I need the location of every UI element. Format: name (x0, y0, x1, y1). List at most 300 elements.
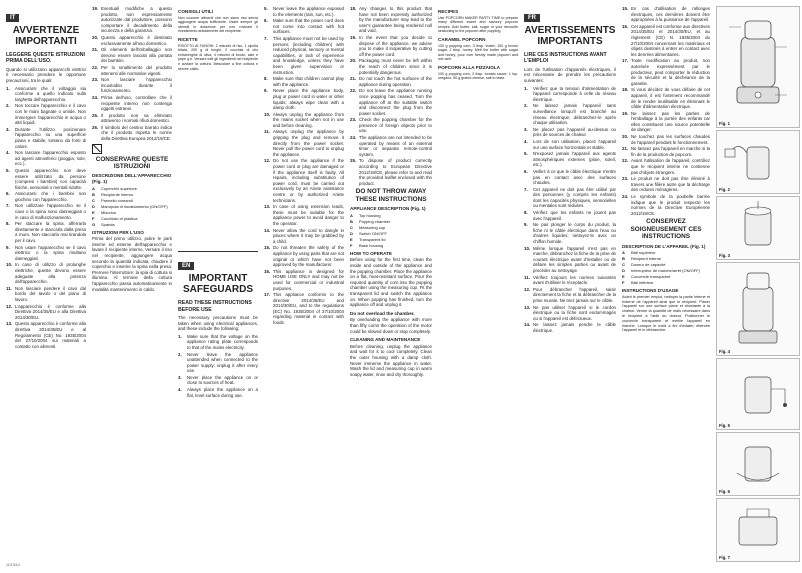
item-number: 5. (524, 151, 528, 157)
part-label: Bâti inférieur (631, 280, 654, 286)
item-text: Do not touch the hot surfaces of the appliance during operation. (359, 76, 432, 87)
part-key: C (350, 224, 353, 230)
item-number: 12. (6, 303, 13, 309)
it-clean-heading: CONSIGLI UTILI (178, 9, 213, 14)
figure-6 (716, 432, 800, 496)
list-item (6, 262, 86, 284)
item-text: Ne touchez pas les surfaces chaudes de l'appareil pendant le fonctionnement. (631, 134, 710, 145)
item-number: 6. (6, 191, 10, 197)
list-item (264, 269, 344, 291)
it-recipes-heading: RICETTE (178, 36, 198, 42)
part-key: A (92, 185, 95, 191)
it-use-heading: ISTRUZIONI PER L'USO (92, 229, 144, 235)
item-text: Prima dell'uso, controllare che il recipiente interno non contenga oggetti estranei. (101, 94, 172, 112)
list-item (264, 76, 344, 87)
item-number: 9. (524, 222, 528, 228)
en-intro: The necessary precautions must be taken when using electrical appliances, and these include the following: (178, 314, 258, 332)
list-item (350, 6, 432, 34)
item-text: Per lo smaltimento del prodotto attenersi alle normative vigenti. (101, 64, 172, 76)
item-number: 25. (350, 158, 357, 164)
item-text: Non lasciare pendere il cavo dal bordo del tavolo o del piano di lavoro. (15, 285, 86, 302)
part-label: Interrupteur de marche/arrêt (ON/OFF) (631, 268, 700, 274)
figure-6-label: Fig. 6 (719, 489, 730, 494)
item-text: Ne pas plonger le corps du produit, la fiche ni le câble électrique dans l'eau ou d'autres liquides; nettoyez-le avec un chiffon humide. (533, 222, 616, 245)
item-number: 13. (524, 304, 531, 310)
list-item (622, 146, 710, 157)
item-text: Veillez à ce que le câble électrique n'entre pas en contact avec des surfaces chaudes. (533, 168, 616, 186)
part-label: Cucchiaio di plastica (101, 215, 138, 221)
part-item (622, 268, 710, 273)
item-number: 3. (6, 126, 10, 132)
list-item (264, 245, 344, 267)
part-item (92, 222, 172, 227)
it-keep-heading: CONSERVARE QUESTE ISTRUZIONI (95, 155, 169, 171)
fr-keep-heading: CONSERVEZ SOIGNEUSEMENT CES INSTRUCTIONS (630, 218, 702, 241)
item-number: 26. (92, 124, 99, 130)
list-item (622, 24, 710, 58)
list-item (92, 35, 172, 46)
item-text: Pour débrancher l'appareil, saisir directement la fiche et la débrancher de la prise murale. Ne tirez jamais sur le câble. (533, 286, 616, 303)
it-clean-text: Non cuocere alimenti che non siano riso senza aggiungere acqua sufficiente. Usare sempre gli utensili in dotazione per non rovinare il rivestimento antiaderente del recipiente. (178, 15, 258, 34)
item-number: 20. (350, 58, 357, 64)
item-text: This appliance must not be used by persons (including children) with reduced physical, sensory or mental capabilities, or lack of experience and knowledge, unless they have been given supervision or instruction. (273, 35, 344, 75)
figure-3-label: Fig. 3 (719, 253, 730, 258)
item-number: 8. (264, 76, 268, 82)
list-item (622, 111, 710, 133)
en-keep-heading: DO NOT THROW AWAY THESE INSTRUCTIONS (355, 188, 427, 203)
list-item (6, 150, 86, 167)
part-key: E (350, 236, 353, 242)
part-label: Coperchio superiore (101, 185, 138, 191)
language-tab-fr: FR (524, 14, 540, 22)
item-number: 5. (6, 167, 10, 173)
en-warnings-list-a (178, 334, 258, 399)
part-label: Recipiente interno (101, 191, 134, 197)
list-item (524, 151, 616, 168)
column-french-2 (622, 6, 710, 562)
part-label: Doseur de capacité (631, 262, 666, 268)
list-item (350, 88, 432, 116)
list-item (92, 125, 172, 142)
item-number: 22. (350, 88, 357, 94)
item-text: Packaging must never be left within the reach of children since it is potentially dangerous. (359, 58, 432, 75)
part-item (92, 210, 172, 215)
item-number: 4. (178, 387, 182, 393)
item-number: 7. (6, 203, 10, 209)
en-desc-heading: APPLIANCE DESCRIPTION (Fig. 1) (350, 206, 426, 212)
item-text: Do not threaten the safety of the appliance by using parts that are not original or which have not been approved by the manufacturer. (273, 245, 344, 268)
item-number: 2. (6, 103, 10, 109)
item-number: 6. (524, 168, 528, 174)
list-item (524, 103, 616, 125)
item-text: Never place the appliance body, plug or power cord in water or other liquids; always wipe clean with a damp cloth. (273, 88, 344, 111)
part-item (350, 243, 432, 248)
list-item (92, 65, 172, 76)
item-text: L'apparecchio è conforme alla Direttiva 2014/35/EU e alla Direttiva 2014/30/EU. (15, 303, 86, 320)
list-item (524, 322, 616, 333)
column-english-1 (264, 6, 344, 562)
fr-desc-heading: DESCRIPTION DE L'APPAREIL (Fig. 1) (622, 243, 706, 249)
item-text: Never leave the appliance exposed to the elements (rain, sun, etc.). (273, 6, 344, 17)
list-item (6, 304, 86, 321)
part-key: F (350, 242, 353, 248)
part-label: Couvercle transparent (631, 274, 671, 280)
item-number: 11. (6, 285, 12, 291)
figure-7-label: Fig. 7 (719, 555, 730, 560)
it-title: AVVERTENZE IMPORTANTI (12, 25, 80, 47)
column-italian-3 (178, 6, 258, 562)
item-number: 3. (524, 126, 528, 132)
list-item (6, 103, 86, 125)
item-text: Non usare l'apparecchio se il cavo elettrico o la spina risultano danneggiati. (15, 244, 86, 261)
list-item (350, 58, 432, 75)
item-text: Lors de son utilisation, placez l'appareil sur une surface horizontale et stable. (533, 138, 616, 150)
item-text: Always unplug the appliance from the mains socket when not in use and before cleaning. (273, 111, 344, 128)
part-item (350, 219, 432, 224)
figure-4 (716, 262, 800, 356)
list-item (524, 139, 616, 150)
list-item (622, 158, 710, 175)
part-key: B (350, 218, 353, 224)
item-number: 9. (6, 244, 10, 250)
item-text: In case of using extension leads, these must be suitable for the appliance power to avoid danger to the operator. (273, 204, 344, 226)
item-number: 19. (350, 34, 357, 40)
item-text: Any changes to this product that have not been expressly authorized by the manufacturer may lead to the user's guarantee being rendered null and void. (359, 6, 432, 34)
list-item (264, 204, 344, 226)
column-italian-2 (92, 6, 172, 562)
part-key: C (622, 262, 625, 268)
figure-7 (716, 498, 800, 562)
fr-title: AVERTISSEMENTS IMPORTANTS (524, 25, 616, 47)
item-number: 5. (264, 6, 268, 11)
item-text: Non toccare l'apparecchio e il cavo con le mani bagnate o umide. Non immergere l'apparecchio in acqua o altri liquidi. (15, 103, 86, 126)
item-text: Always place the appliance on a flat, level surface during use. (187, 387, 258, 398)
figure-5-label: Fig. 5 (719, 423, 730, 428)
item-number: 18. (350, 6, 357, 11)
list-item (622, 134, 710, 145)
item-number: 12. (524, 286, 531, 292)
item-text: Ne laissez jamais l'appareil sans surveillance lorsqu'il est branché au réseau électrique; débranchez-le après chaque utilisation. (533, 103, 616, 126)
item-number: 18. (622, 87, 629, 93)
item-text: Eventuali modifiche a questo prodotto, non espressamente autorizzate dal produttore, possono comportare il decadimento della sicurezza e della garanzia. (101, 6, 172, 34)
item-text: Questo apparecchio è destinato esclusivamente all'uso domestico. (101, 34, 172, 46)
list-item (6, 221, 86, 243)
it-intro-heading: LEGGERE QUESTE ISTRUZIONI PRIMA DELL'USO. (6, 52, 85, 65)
figure-5 (716, 358, 800, 430)
part-key: G (92, 221, 96, 227)
list-item (92, 47, 172, 64)
fr-parts-list (622, 250, 710, 285)
en-clean-text: Before cleaning, unplug the appliance and wait for it to cool completely. Clean the outer housing with a damp cloth. Never immerse the appliance in water. Wash the lid and measuring cup in warm soapy water, rinse and dry thoroughly. (350, 343, 432, 377)
list-item (264, 88, 344, 110)
item-text: Assicurarsi che i bambini non giochino con l'apparecchio. (15, 191, 86, 202)
item-text: Ne placez pas l'appareil au-dessus ou près de sources de chaleur. (533, 126, 616, 138)
part-key: F (92, 215, 95, 221)
item-text: Le symbole de la poubelle barrée indique que le produit respecte les normes de la Directive Européenne 2012/19/CE. (631, 194, 710, 216)
list-item (92, 77, 172, 94)
item-text: Never allow the cord to dangle in places where it may be grabbed by a child. (273, 227, 344, 244)
list-item (524, 127, 616, 138)
list-item (6, 168, 86, 190)
item-number: 1. (178, 333, 182, 339)
item-number: 8. (6, 221, 10, 227)
list-item (6, 203, 86, 220)
item-text: Même lorsque l'appareil n'est pas en marche, débranchez la fiche de la prise de courant électrique avant d'installer ou de défaire les simples parties ou avant de procéder au nettoyage. (533, 245, 616, 273)
item-number: 10. (6, 262, 13, 268)
list-item (524, 305, 616, 322)
list-item (6, 86, 86, 103)
item-number: 12. (264, 158, 271, 164)
list-item (524, 275, 616, 286)
list-item (178, 352, 258, 374)
item-text: En cas d'utilisation de rallonges électriques, ces dernières doivent être appropriées à la puissance de l'appareil. (631, 6, 710, 23)
item-text: Make sure that the power cord does not come into contact with hot surfaces. (273, 18, 344, 35)
item-text: Non utilizzare l'apparecchio se il cavo o la spina sono danneggiati o in caso di malfunzionamento. (15, 203, 86, 220)
list-item (6, 127, 86, 149)
part-label: Spatola (101, 221, 115, 227)
item-text: Ne laissez pas l'appareil en marche si la fin de la production de popcorn. (631, 146, 710, 157)
part-item (92, 186, 172, 191)
part-item (350, 225, 432, 230)
part-label: Base housing (359, 242, 384, 248)
part-key: D (350, 230, 353, 236)
item-number: 8. (524, 210, 528, 216)
list-item (524, 187, 616, 209)
part-key: E (92, 209, 95, 215)
en-recipes-text: Use POPCORN MAKER PARTY TIME to prepare many different sweet and savoury popcorn recipes. Add butter, salt, sugar or your favourite seasoning to the popcorn after popping. (438, 15, 518, 34)
item-text: Toute modification au produit, non autorisée expressément par le producteur, peut comporter la réduction de la sécurité et la déchéance de la garantie. (631, 58, 710, 86)
part-item (92, 204, 172, 209)
part-item (622, 280, 710, 285)
item-number: 15. (264, 245, 271, 251)
list-item (92, 95, 172, 112)
it-parts-list (92, 186, 172, 227)
list-item (622, 6, 710, 23)
item-number: 2. (524, 103, 528, 109)
part-key: B (622, 256, 625, 262)
item-text: In the event that you decide to dispose of the appliance, we advise you to make it inoperative by cutting off the power cord. (359, 34, 432, 57)
item-text: Si vous décidez de vous défaire de cet appareil, il est fortement recommandé de le rendre inutilisable en éliminant le câble d'alimentation électrique. (631, 87, 710, 110)
item-number: 6. (264, 18, 268, 24)
list-item (350, 76, 432, 87)
language-tab-en: EN (178, 262, 194, 270)
part-label: Top housing (359, 212, 381, 218)
item-number: 7. (264, 35, 268, 41)
part-key: D (92, 203, 95, 209)
part-key: A (350, 212, 353, 218)
item-number: 16. (622, 23, 629, 29)
list-item (178, 375, 258, 386)
item-number: 14. (264, 227, 271, 233)
list-item (524, 86, 616, 103)
part-label: Manopola di riscaldamento (ON/OFF) (101, 203, 168, 209)
figure-2 (716, 130, 800, 194)
item-number: 21. (350, 76, 357, 82)
column-english-3 (438, 6, 518, 562)
list-item (622, 194, 710, 216)
item-number: 23. (350, 117, 357, 123)
item-number: 19. (92, 6, 99, 11)
item-text: Per staccare la spina, afferrarla direttamente e staccarla dalla presa a muro. Non staccarla mai tirandola per il cavo. (15, 221, 86, 244)
item-number: 3. (178, 374, 182, 380)
part-item (622, 274, 710, 279)
en-warnings-list-c (350, 6, 432, 186)
item-text: Vérifiez que les enfants ne jouent pas avec l'appareil. (533, 210, 616, 221)
en-recipe1-text: 100 g popping corn, 3 tbsp. butter, 150 g brown sugar, 2 tbsp. honey. Melt the butter with sugar and honey, pour over freshly made popcorn and mix well. (438, 43, 518, 62)
item-number: 1. (6, 85, 10, 91)
item-text: To dispose of product correctly according to European Directive 2012/19/CE, please refer to and read the provided leaflet enclosed with the product. (359, 158, 432, 186)
list-item (6, 245, 86, 262)
item-text: Always unplug the appliance by gripping the plug and remove it directly from the power socket. Never pull the power cord to unplug the appliance. (273, 129, 344, 157)
part-label: Bâti supérieur (631, 250, 656, 256)
item-number: 23. (92, 77, 99, 83)
item-number: 20. (92, 34, 99, 40)
item-text: In caso di utilizzo di prolunghe elettriche, queste devono essere adeguate alla potenza dell'apparecchio. (15, 262, 86, 285)
item-text: Ne pas utiliser l'appareil si le cordon électrique ou la fiche sont endommagés ou si l'appareil est défectueux. (533, 304, 616, 321)
it-intro: Quando si utilizzano apparecchi elettrici è necessario prendere le opportune precauzioni, tra le quali: (6, 66, 86, 83)
item-text: Avant l'utilisation de l'appareil, contrôlez que le récipient interne ne contienne pas d'objets étrangers. (631, 158, 710, 175)
item-number: 13. (264, 204, 271, 210)
item-number: 13. (6, 321, 13, 327)
figure-1-label: Fig. 1 (719, 121, 730, 126)
en-recipe2-title: POPCORN ALLA PIZZAIOLA (438, 64, 500, 70)
item-number: 17. (264, 292, 271, 298)
item-text: Assicurarsi che il voltaggio sia conforme a quello indicato sulla targhetta dell'apparecchio. (15, 85, 86, 102)
item-number: 2. (178, 351, 182, 357)
part-key: B (92, 191, 95, 197)
item-number: 4. (524, 138, 528, 144)
list-item (524, 210, 616, 221)
item-number: 19. (622, 110, 629, 116)
it-warnings-list (6, 86, 86, 350)
item-number: 25. (92, 112, 99, 118)
list-item (264, 129, 344, 157)
item-text: This appliance is designed for HOME USE ONLY and may not be used for commercial or industrial purposes. (273, 268, 344, 291)
column-english-2 (350, 6, 432, 562)
part-item (350, 231, 432, 236)
list-item (6, 191, 86, 202)
it-disposal-symbol (92, 144, 172, 154)
list-item (350, 35, 432, 57)
part-label: Switch ON/OFF (359, 230, 388, 236)
list-item (264, 6, 344, 17)
figure-2-label: Fig. 2 (719, 187, 730, 192)
list-item (524, 169, 616, 186)
part-item (92, 198, 172, 203)
item-number: 23. (622, 176, 629, 182)
item-number: 10. (264, 111, 271, 117)
list-item (264, 112, 344, 129)
list-item (178, 387, 258, 398)
item-number: 9. (264, 88, 268, 94)
crossed-bin-icon (92, 144, 102, 154)
item-text: Make sure that the voltage on the appliance rating plate corresponds to that of the mains electricity. (187, 333, 258, 350)
item-number: 11. (264, 129, 270, 135)
part-item (350, 213, 432, 218)
list-item (350, 135, 432, 157)
item-text: Cet appareil ne doit pas être utilisé par des personnes (y compris les enfants) dont les capacités physiques, sensorielles ou mentales sont réduites. (533, 186, 616, 209)
list-item (264, 292, 344, 326)
fr-warnings-list-a (524, 86, 616, 334)
item-number: 1. (524, 85, 528, 91)
part-label: Transparent lid (359, 236, 386, 242)
item-text: Durante l'utilizzo posizionare l'apparecchio su una superficie piana e stabile, lontano da fonti di calore. (15, 126, 86, 149)
figure-1 (716, 6, 800, 128)
part-label: Récipient interne (631, 256, 662, 262)
en-recipe2-text: 100 g popping corn, 3 tbsp. tomato sauce, 1 tsp. oregano, 50 g grated cheese, salt to taste. (438, 71, 518, 81)
item-text: Vérifiez que la tension d'alimentation de l'appareil corresponde à celle du réseau électrique. (533, 85, 616, 102)
it-recipes-text: RISOTTO AI FUNGHI: 2 misurini di riso, 1 cipolla tritata, 200 g di funghi, 2 cucchiai di olio extravergine di oliva, 4 misurini di brodo, sale e pepe q.b. Versare tutti gli ingredienti nel recipiente e avviare la cottura. Mescolare a fine cottura e servire caldo. (178, 43, 258, 71)
item-number: 24. (350, 135, 357, 141)
item-number: 21. (622, 146, 629, 152)
item-text: Ne laissez jamais pendre le câble électrique. (533, 322, 616, 333)
part-key: A (622, 250, 625, 256)
list-item (350, 117, 432, 134)
item-text: Ne laissez pas les parties de l'emballage à la portée des enfants car elles constituent une source potentielle de danger. (631, 110, 710, 133)
item-number: 4. (6, 150, 10, 156)
item-text: Il simbolo del cestino barrato indica che il prodotto rispetta le norme della Direttiva Europea 2012/19/CE. (101, 124, 172, 142)
part-label: Pannello comandi (101, 197, 133, 203)
item-text: Le produit ne doit pas être éliminé à travers une filière autre que la décharge des ordures ménagères. (631, 176, 710, 193)
column-italian-1 (6, 6, 86, 562)
item-text: Never leave the appliance unattended when connected to the power supply; unplug it after every use. (187, 351, 258, 374)
item-text: Vérifiez toujours les normes suivantes avant d'utiliser le réceptacle. (533, 274, 616, 286)
language-tab-it: IT (6, 14, 19, 22)
list-item (524, 246, 616, 274)
item-number: 10. (524, 245, 531, 251)
it-warnings-list-2 (92, 6, 172, 142)
column-french-1 (524, 6, 616, 562)
en-parts-list (350, 213, 432, 248)
list-item (6, 286, 86, 303)
part-key: D (622, 268, 625, 274)
part-item (92, 216, 172, 221)
list-item (524, 287, 616, 304)
en-recipe1-title: CARAMEL POPCORN (438, 36, 486, 42)
item-number: 7. (524, 186, 528, 192)
item-number: 22. (92, 64, 99, 70)
part-key: C (92, 197, 95, 203)
list-item (264, 18, 344, 35)
item-number: 21. (92, 47, 99, 53)
fr-intro: Lors de l'utilisation d'appareils électriques, il est nécessaire de prendre les précautions suivantes: (524, 66, 616, 83)
list-item (622, 87, 710, 109)
item-text: Check the popping chamber for the presence of foreign objects prior to use. (359, 117, 432, 134)
item-text: Do not use the appliance if the power cord or plug are damaged or if the appliance itself is faulty. All repairs, including substitution of power cord, must be carried out exclusively by an Ariete assistance centre or by authorized Ariete technicians. (273, 158, 344, 203)
list-item (92, 6, 172, 34)
list-item (524, 222, 616, 244)
list-item (92, 113, 172, 124)
item-number: 24. (92, 94, 99, 100)
en-clean-heading: CLEANING AND MAINTENANCE (350, 337, 421, 343)
item-text: This appliance conforms to the directive 2014/35/EU and 2014/30/EU, and to the regulations (EC) No. 1935/2004 of 27/10/2004 regarding material in contact with foods. (273, 292, 344, 326)
part-label: Measuring cup (359, 224, 386, 230)
item-text: Gli elementi dell'imballaggio non devono essere lasciati alla portata dei bambini. (101, 47, 172, 64)
en-recipes-heading: RECIPES (438, 9, 459, 14)
en-use-text: Before using for the first time, clean the inside and outside of the appliance and the popping chamber. Place the appliance on a flat, heat-resistant surface. Pour the required quantity of corn into the popping chamber using the measuring cup. Fit the transparent lid and switch the appliance on. When popping has finished, turn the appliance off and unplug it. (350, 257, 432, 308)
item-number: 16. (264, 268, 271, 274)
item-text: Make sure that children cannot play with the appliance. (273, 76, 344, 87)
it-use-text: Prima del primo utilizzo, pulire le parti interne ed esterne dell'apparecchio e lavare il recipiente interno. Versare il riso nel recipiente, aggiungere acqua secondo la quantità indicata, chiudere il coperchio e inserire la spina nella presa. Premere l'interruttore: la spia di cottura si illumina. Al termine della cottura l'apparecchio passa automaticamente in modalità mantenimento in caldo. (92, 236, 172, 292)
list-item (622, 176, 710, 193)
item-text: Questo apparecchio non deve essere utilizzato da persone (compresi i bambini) con capacità fisiche, sensoriali o mentali ridotte. (15, 167, 86, 190)
en-tips-heading: Do not overload the chamber. (350, 310, 415, 316)
part-item (622, 262, 710, 267)
item-number: 14. (524, 322, 531, 328)
footer-code: 11/13/14 (6, 563, 20, 567)
en-title: IMPORTANT SAFEGUARDS (182, 273, 253, 295)
list-item (264, 158, 344, 203)
